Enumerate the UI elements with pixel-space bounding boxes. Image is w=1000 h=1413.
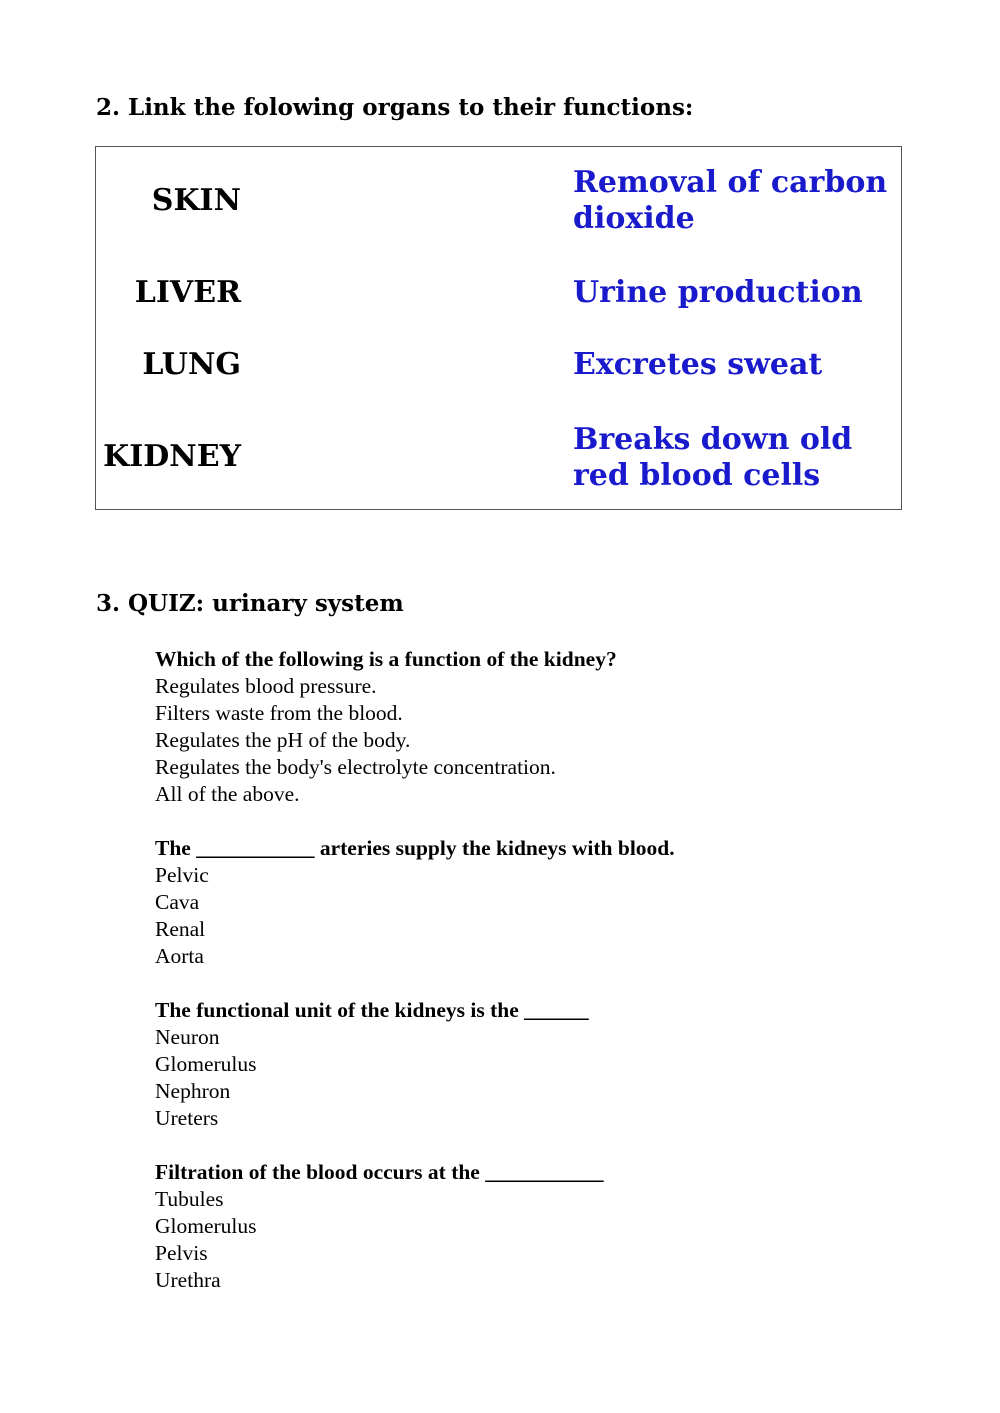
matching-box [95,146,902,510]
function-removal-co2[interactable]: Removal of carbon dioxide [573,165,888,236]
answer-option[interactable]: Regulates the pH of the body. [155,728,411,752]
quiz [155,646,915,1321]
answer-option[interactable]: Glomerulus [155,1052,257,1076]
organ-skin[interactable]: SKIN [151,183,241,218]
organ-liver[interactable]: LIVER [134,275,241,310]
question-4 [155,1159,915,1294]
answer-option[interactable]: Neuron [155,1025,220,1049]
question-2 [155,835,915,970]
function-excretes-sweat[interactable]: Excretes sweat [573,347,823,382]
question-text: The ___________ arteries supply the kidneys with blood. [155,836,675,860]
section-3-title: 3. QUIZ: urinary system [96,590,404,617]
organ-kidney[interactable]: KIDNEY [103,439,241,474]
answer-option[interactable]: Cava [155,890,200,914]
answer-option[interactable]: Glomerulus [155,1214,257,1238]
answer-option[interactable]: All of the above. [155,782,300,806]
answer-option[interactable]: Pelvis [155,1241,208,1265]
question-3 [155,997,915,1132]
answer-option[interactable]: Nephron [155,1079,231,1103]
answer-option[interactable]: Renal [155,917,206,941]
answer-option[interactable]: Ureters [155,1106,219,1130]
section-2-title: 2. Link the folowing organs to their functions: [96,94,694,121]
answer-option[interactable]: Tubules [155,1187,224,1211]
answer-option[interactable]: Urethra [155,1268,221,1292]
function-urine-production[interactable]: Urine production [573,275,863,310]
question-text: Which of the following is a function of the kidney? [155,647,617,671]
question-1 [155,646,915,808]
answer-option[interactable]: Aorta [155,944,204,968]
question-text: The functional unit of the kidneys is the ______ [155,998,589,1022]
answer-option[interactable]: Regulates the body's electrolyte concentration. [155,755,556,779]
answer-option[interactable]: Regulates blood pressure. [155,674,377,698]
organ-lung[interactable]: LUNG [142,347,241,382]
answer-option[interactable]: Pelvic [155,863,209,887]
function-breaks-down-rbc[interactable]: Breaks down old red blood cells [573,422,853,493]
question-text: Filtration of the blood occurs at the ___________ [155,1160,604,1184]
answer-option[interactable]: Filters waste from the blood. [155,701,403,725]
